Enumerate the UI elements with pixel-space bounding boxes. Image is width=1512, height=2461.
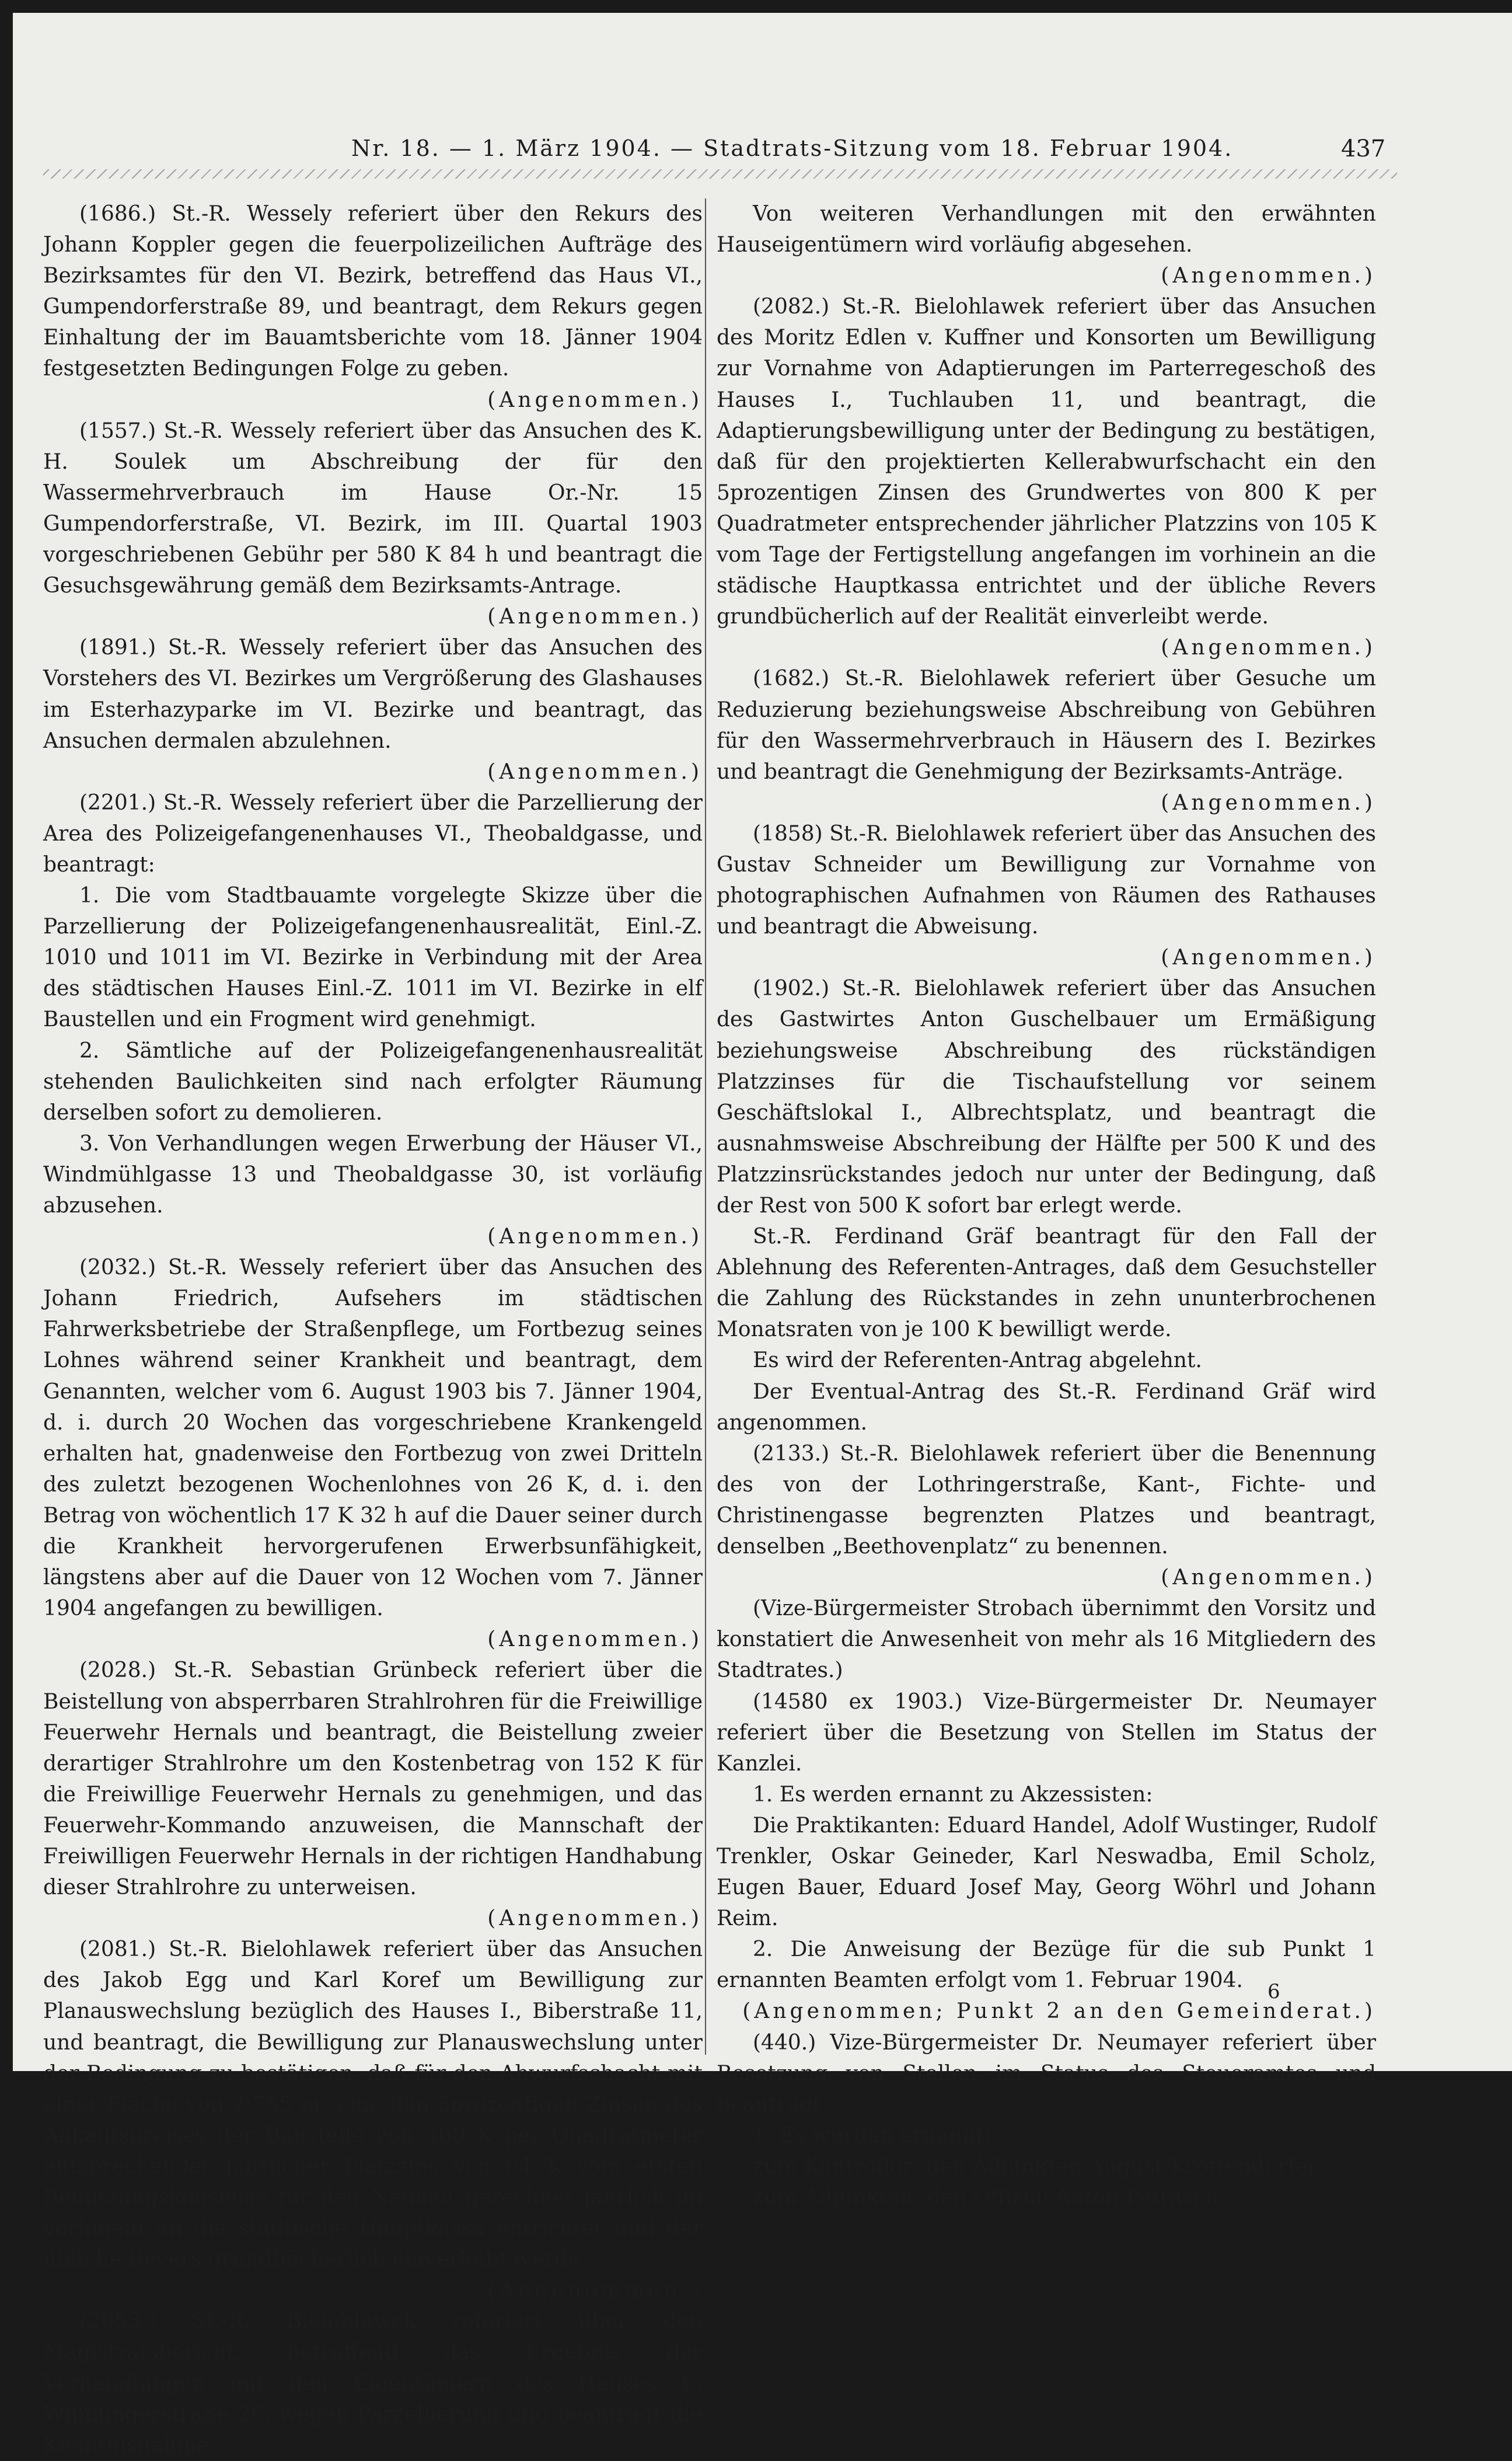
paragraph: Es wird der Referenten-Antrag abgelehnt. bbox=[753, 1348, 1202, 1373]
resolution-note: (Angenommen.) bbox=[487, 605, 703, 629]
resolution-note: (Angenommen.) bbox=[487, 759, 703, 784]
list-item: 2. Sämtliche auf der Polizeigefangenenhausrealität stehenden Baulichkeiten sind nach erfolgter Räumung derselben sofort zu demolieren. bbox=[43, 1038, 703, 1125]
paragraph: (2028.) St.-R. Sebastian Grünbeck referiert über die Beistellung von absperrbaren Strahlrohren für die Freiwillige Feuerwehr Hernals und beantragt, die Beistellung zweier derartiger Strahlrohre um den Kostenbetrag von 152 K für die Freiwillige Feuerwehr Hernals zu genehmigen, und das Feuerwehr-Kommando anzuweisen, die Mannschaft der Freiwilligen Feuerwehr Hernals in der richtigen Handhabung dieser Strahlrohre zu unterweisen. bbox=[43, 1658, 703, 1900]
list-item: 1. Die vom Stadtbauamte vorgelegte Skizze über die Parzellierung der Polizeigefangenenhausrealität, Einl.-Z. 1010 und 1011 im VI. Bezirke in Verbindung mit der Area des städtischen Hauses Einl.-Z. 1011 im VI. Bezirke in elf Baustellen und ein Frogment wird genehmigt. bbox=[43, 884, 703, 1032]
paragraph: (1902.) St.-R. Bielohlawek referiert über das Ansuchen des Gastwirtes Anton Guschelbauer um Ermäßigung beziehungsweise Abschreibung des rückständigen Platzzinses für die Tischaufstellung vor seinem Geschäftslokal I., Albrechtsplatz, und beantragt die ausnahmsweise Abschreibung der Hälfte per 500 K und des Platzzinsrückstandes jedoch nur unter der Bedingung, daß der Rest von 500 K sofort bar erlegt werde. bbox=[717, 977, 1376, 1218]
header-rule bbox=[43, 169, 1397, 179]
paragraph: (2081.) St.-R. Bielohlawek referiert über das Ansuchen des Jakob Egg und Karl Koref um Bewilligung zur Planauswechslung bezüglich des Hauses I., Biberstraße 11, und beantragt, die Bewilligung zur Planauswechslung unter der Bedingung zu bestätigen, daß für den Abwurfschacht mit einer Fläche von 2·755 m² eine den 5prozentigen Zinsen des Ankaufspreises der Baustelle von 460 K per Quadratmeter entsprechender jährlicher Platzzins von 64 K vom ersten Benützungskonsense für den Neubau gerechnet jährlich im vorhinein an die städtische Hauptkassa entrichtet und der übliche Revers grundbücherlich einverleibt werde. bbox=[43, 1937, 703, 2272]
resolution-note: (Angenommen.) bbox=[487, 2278, 703, 2303]
paragraph: (1682.) St.-R. Bielohlawek referiert über Gesuche um Reduzierung beziehungsweise Abschreibung von Gebühren für den Wassermehrverbrauch in Häusern des I. Bezirkes und beantragt die Genehmigung der Bezirksamts-Anträge. bbox=[717, 667, 1376, 784]
list-item: Die Praktikanten: Eduard Handel, Adolf Wustinger, Rudolf Trenkler, Oskar Geineder, Karl Neswadba, Emil Scholz, Eugen Bauer, Eduard Josef May, Georg Wöhrl und Johann Reim. bbox=[717, 1813, 1376, 1931]
paragraph: St.-R. Ferdinand Gräf beantragt für den Fall der Ablehnung des Referenten-Antrages, daß dem Gesuchsteller die Zahlung des Rückstandes in zehn ununterbrochenen Monatsraten von je 100 K bewilligt werde. bbox=[717, 1225, 1376, 1342]
paragraph: Der Eventual-Antrag des St.-R. Ferdinand Gräf wird angenommen. bbox=[717, 1379, 1376, 1435]
paragraph: (440.) Vize-Bürgermeister Dr. Neumayer referiert über Besetzung von Stellen im Status des Steueramtes und beantragt: bbox=[717, 2030, 1376, 2117]
paragraph: (2032.) St.-R. Wessely referiert über das Ansuchen des Johann Friedrich, Aufsehers im städtischen Fahrwerksbetriebe der Straßenpflege, um Fortbezug seines Lohnes während seiner Krankheit und beantragt, dem Genannten, welcher vom 6. August 1903 bis 7. Jänner 1904, d. i. durch 20 Wochen das vorgeschriebene Krankengeld erhalten hat, gnadenweise den Fortbezug von zwei Dritteln des zuletzt bezogenen Wochenlohnes von 26 K, d. i. den Betrag von wöchentlich 17 K 32 h auf die Dauer seiner durch die Krankheit hervorgerufenen Erwerbsunfähigkeit, längstens aber auf die Dauer von 12 Wochen vom 7. Jänner 1904 angefangen zu bewilligen. bbox=[43, 1256, 703, 1621]
resolution-note: (Angenommen.) bbox=[1161, 1566, 1376, 1590]
paragraph: (2201.) St.-R. Wessely referiert über die Parzellierung der Area des Polizeigefangenenhauses VI., Theobaldgasse, und beantragt: bbox=[43, 790, 703, 877]
paragraph: (1686.) St.-R. Wessely referiert über den Rekurs des Johann Koppler gegen die feuerpolizeilichen Aufträge des Bezirksamtes für den VI. Bezirk, betreffend das Haus VI., Gumpendorferstraße 89, und beantragt, dem Rekurs gegen Einhaltung der im Bauamtsberichte vom 18. Jänner 1904 festgesetzten Bedingungen Folge zu geben. bbox=[43, 202, 703, 381]
list-item: zum Adjunkten: den Offizial Anton Petrasch; bbox=[753, 2185, 1226, 2209]
resolution-note: (Angenommen; Punkt 2 an den Gemeinderat.) bbox=[742, 1999, 1376, 2024]
paragraph: (Vize-Bürgermeister Strobach übernimmt den Vorsitz und konstatiert die Anwesenheit von mehr als 16 Mitgliedern des Stadtrates.) bbox=[717, 1596, 1376, 1683]
left-column bbox=[43, 198, 703, 2461]
paragraph: (1858) St.-R. Bielohlawek referiert über das Ansuchen des Gustav Schneider um Bewilligung zur Vornahme von photographischen Aufnahmen von Räumen des Rathauses und beantragt die Abweisung. bbox=[717, 821, 1376, 939]
resolution-note: (Angenommen.) bbox=[1161, 636, 1376, 660]
running-header: Nr. 18. — 1. März 1904. — Stadtrats-Sitzung vom 18. Februar 1904. bbox=[351, 135, 1234, 161]
resolution-note: (Angenommen.) bbox=[487, 1906, 703, 1931]
column-divider bbox=[705, 198, 706, 2055]
list-item: zum Kontrollor: den Adjunkten August Krottendorfer; bbox=[753, 2154, 1325, 2178]
resolution-note: (Angenommen.) bbox=[487, 388, 703, 412]
right-column bbox=[717, 198, 1376, 2213]
resolution-note: (Angenommen.) bbox=[1161, 790, 1376, 815]
list-item: 2. Die Anweisung der Bezüge für die sub Punkt 1 ernannten Beamten erfolgt vom 1. Februar 1904. bbox=[717, 1937, 1376, 1993]
paragraph: Von weiteren Verhandlungen mit den erwähnten Hauseigentümern wird vorläufig abgesehen. bbox=[717, 202, 1376, 257]
list-item: 3. Von Verhandlungen wegen Erwerbung der Häuser VI., Windmühlgasse 13 und Theobaldgasse 30, ist vorläufig abzusehen. bbox=[43, 1131, 703, 1218]
paragraph: (2082.) St.-R. Bielohlawek referiert über das Ansuchen des Moritz Edlen v. Kuffner und Konsorten um Bewilligung zur Vornahme von Adaptierungen im Parterregeschoß des Hauses I., Tuchlauben 11, und beantragt, die Adaptierungsbewilligung unter der Bedingung zu bestätigen, daß für den projektierten Kellerabwurfschacht ein den 5prozentigen Zinsen des Grundwertes von 800 K per Quadratmeter entsprechender jährlicher Platzzins von 105 K vom Tage der Fertigstellung angefangen im vorhinein an die städische Hauptkassa entrichtet und der übliche Revers grundbücherlich auf der Realität einverleibt werde. bbox=[717, 295, 1376, 629]
resolution-note: (Angenommen.) bbox=[487, 1225, 703, 1249]
paragraph: (2133.) St.-R. Bielohlawek referiert über die Benennung des von der Lothringerstraße, Kant-, Fichte- und Christinengasse begrenzten Platzes und beantragt, denselben „Beethovenplatz“ zu benennen. bbox=[717, 1441, 1376, 1559]
list-item: 1. Es wurden ernannt: bbox=[753, 2123, 991, 2148]
paragraph: (1891.) St.-R. Wessely referiert über das Ansuchen des Vorstehers des VI. Bezirkes um Vergrößerung des Glashauses im Esterhazyparke im VI. Bezirke und beantragt, das Ansuchen dermalen abzulehnen. bbox=[43, 636, 703, 753]
resolution-note: (Angenommen.) bbox=[487, 1627, 703, 1652]
paragraph: (14580 ex 1903.) Vize-Bürgermeister Dr. Neumayer referiert über die Besetzung von Stellen im Status der Kanzlei. bbox=[717, 1689, 1376, 1776]
resolution-note: (Angenommen.) bbox=[1161, 264, 1376, 288]
page-number: 437 bbox=[1341, 135, 1386, 162]
paragraph: (1557.) St.-R. Wessely referiert über das Ansuchen des K. H. Soulek um Abschreibung der für den Wassermehrverbrauch im Hause Or.-Nr. 15 Gumpendorferstraße, VI. Bezirk, im III. Quartal 1903 vorgeschriebenen Gebühr per 580 K 84 h und beantragt die Gesuchsgewährung gemäß dem Bezirksamts-Antrage. bbox=[43, 419, 703, 598]
signature-mark: 6 bbox=[1267, 1980, 1280, 2003]
resolution-note: (Angenommen.) bbox=[1161, 946, 1376, 970]
document-page bbox=[13, 13, 1512, 2457]
paragraph: (2053.) St.-R. Bielohlawek referiert über den Magistratsbericht, betreffend das Ergebnis der Verhandlungen mit den Eigentümern des Hauses I., Wipplingerstraße 26, wegen Parzellierung und beantragt die Kenntnisnahme. bbox=[43, 2309, 703, 2457]
list-item: 1. Es werden ernannt zu Akzessisten: bbox=[753, 1782, 1153, 1807]
